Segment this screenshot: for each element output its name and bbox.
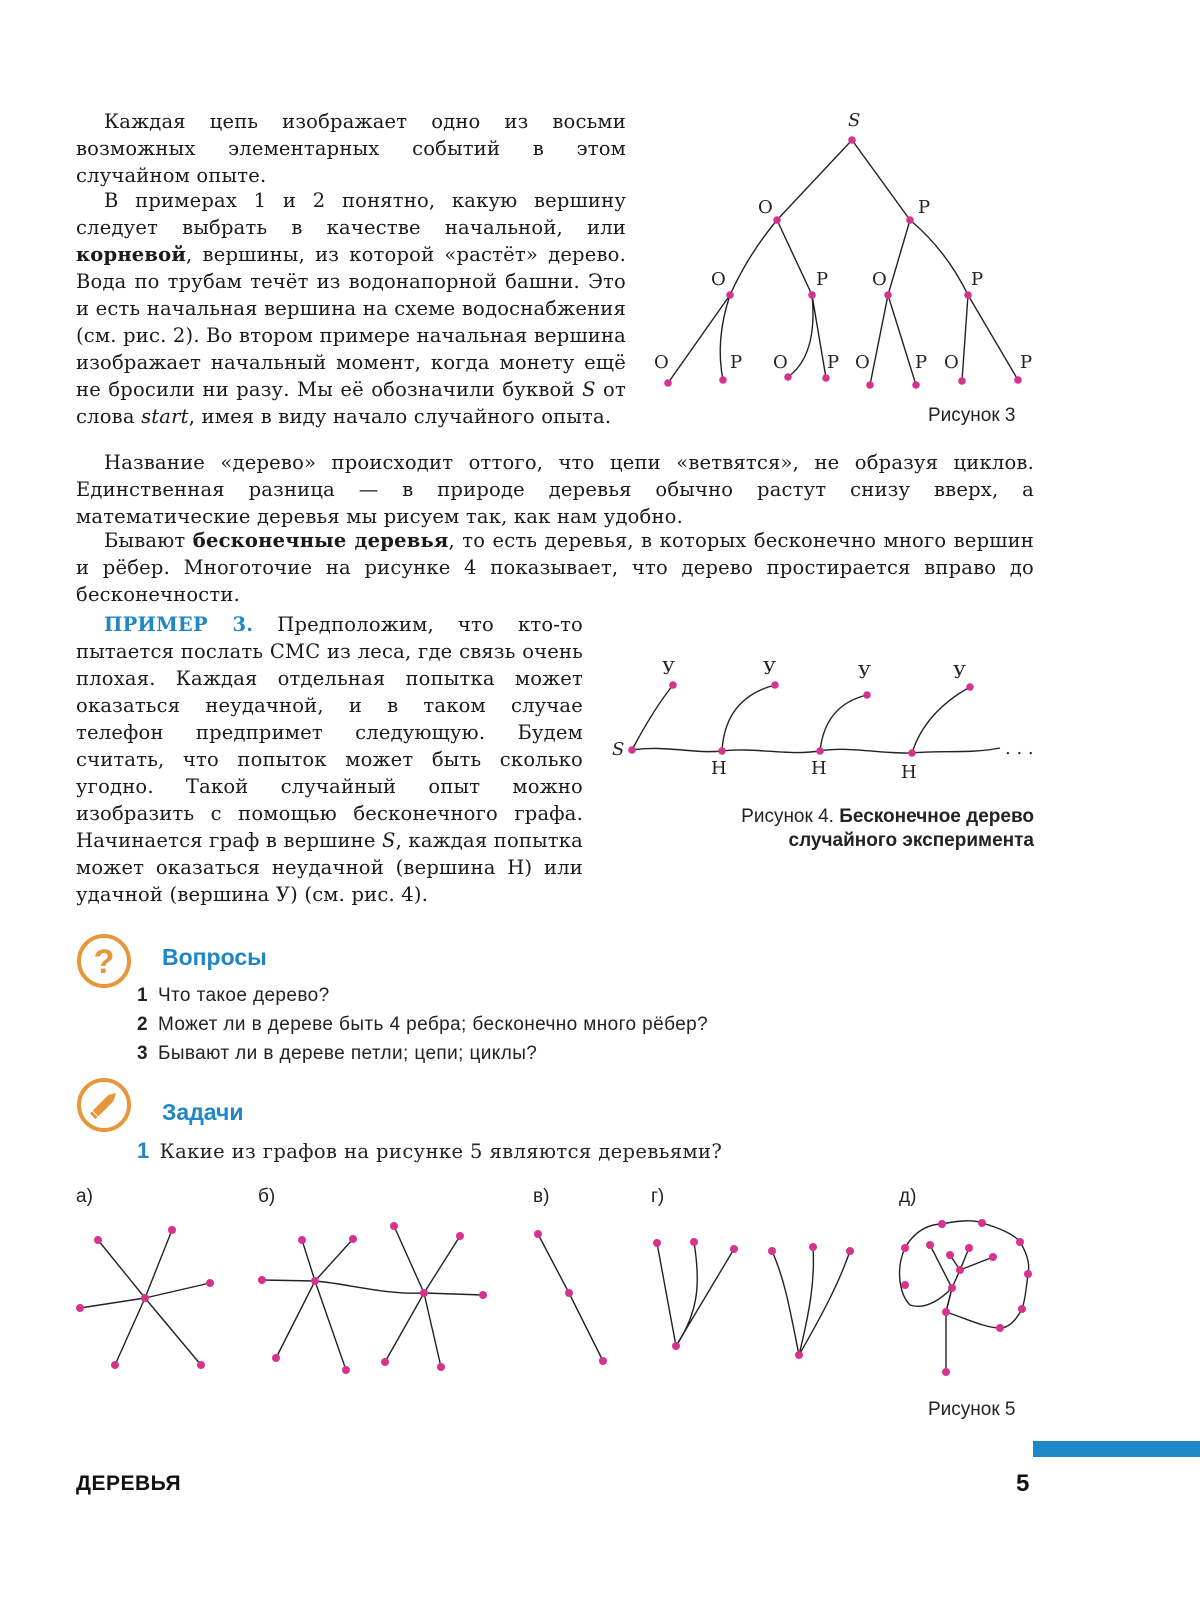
- fig4-label-fail-2: Н: [901, 762, 917, 783]
- figure-3-tree: [640, 100, 1060, 400]
- graph-g: [653, 1238, 854, 1359]
- figure-4-caption: [640, 805, 1034, 853]
- example-3: [76, 611, 583, 908]
- page-accent-bar: [1033, 1441, 1200, 1457]
- figure-4-caption-title-1: Бесконечное дерево: [839, 806, 1034, 827]
- fig3-label-l1-1: Р: [918, 197, 931, 218]
- paragraph-2-text-e: от слова: [76, 378, 626, 428]
- symbol-s: S: [582, 378, 596, 401]
- paragraph-2-text-a: В примерах 1 и 2 понятно, какую вершину следует выбрать в качестве начальной, или: [76, 189, 626, 239]
- paragraph-3-text: Название «дерево» происходит оттого, что цепи «ветвятся», не образуя циклов. Единственная разница — в природе деревья обычно растут снизу вверх, а математические деревья мы рисуем так, как нам удобно.: [76, 451, 1034, 528]
- fig4-label-success-2: У: [858, 662, 872, 683]
- paragraph-1: [76, 108, 626, 189]
- example-3-text-d: , каждая попытка может оказаться неудачной (вершина Н) или удачной (вершина У) (см. рис. 4).: [76, 829, 584, 906]
- question-item: [137, 985, 330, 1007]
- word-start: start: [141, 405, 189, 428]
- fig3-label-l3-4: О: [855, 352, 870, 373]
- figure-3-caption: Рисунок 3: [928, 405, 1016, 426]
- question-text: Что такое дерево?: [157, 985, 330, 1006]
- svg-text:?: ?: [93, 943, 115, 981]
- fig5-label-a: а): [76, 1186, 93, 1207]
- question-number: 3: [137, 1043, 148, 1064]
- fig3-label-l3-5: Р: [915, 352, 928, 373]
- figure-4-caption-number: Рисунок 4.: [741, 806, 840, 827]
- paragraph-3: [76, 449, 1034, 530]
- paragraph-1-text: Каждая цепь изображает одно из восьми возможных элементарных событий в этом случайном опыте.: [76, 110, 626, 187]
- figure-4-caption-title-2: случайного эксперимента: [788, 830, 1034, 851]
- page-number: 5: [1016, 1470, 1030, 1497]
- figure-4-infinite-tree: [605, 650, 1045, 790]
- graph-b: [258, 1222, 487, 1374]
- graph-a: [76, 1226, 214, 1369]
- paragraph-4-text-a: Бывают: [104, 529, 193, 552]
- example-3-text-b: Предположим, что кто-то пытается послать СМС из леса, где связь очень плохая. Каждая отдельная попытка может оказаться неудачной, и в таком случае телефон предпримет следующую. Будем считать, что попыток может быть сколько угодно. Такой случайный опыт можно изобразить с помощью бесконечного графа. Начинается граф в вершине: [76, 613, 584, 852]
- term-root-vertex: корневой: [76, 243, 187, 266]
- fig4-label-success-3: У: [953, 662, 967, 683]
- questions-heading: Вопросы: [162, 944, 267, 970]
- fig3-label-l1-0: О: [758, 197, 773, 218]
- term-infinite-trees: бесконечные деревья: [192, 529, 449, 552]
- fig4-label-start: S: [612, 739, 625, 760]
- fig3-label-l3-3: Р: [827, 352, 840, 373]
- fig5-label-g: г): [651, 1186, 665, 1207]
- question-icon: [76, 933, 132, 989]
- fig3-label-l3-0: О: [654, 352, 669, 373]
- question-item: [137, 1043, 537, 1065]
- figure-5-graphs: [0, 1200, 1200, 1400]
- fig4-label-success-0: У: [662, 658, 676, 679]
- fig3-label-l3-7: Р: [1020, 352, 1033, 373]
- graph-d: [900, 1219, 1032, 1376]
- task-text: Какие из графов на рисунке 5 являются деревьями?: [159, 1140, 723, 1163]
- fig5-label-d: д): [899, 1186, 917, 1207]
- fig3-label-l2-3: Р: [971, 269, 984, 290]
- paragraph-4-text-c: , то есть деревья, в которых бесконечно много вершин и рёбер. Многоточие на рисунке 4 показывает, что дерево простирается вправо до бесконечности.: [76, 529, 1034, 606]
- question-item: [137, 1014, 708, 1036]
- fig3-label-l3-1: Р: [730, 352, 743, 373]
- fig3-label-l2-1: Р: [816, 269, 829, 290]
- fig5-label-b: б): [258, 1186, 276, 1207]
- task-number: 1: [137, 1138, 150, 1163]
- fig3-label-l3-6: О: [944, 352, 959, 373]
- paragraph-4: [76, 527, 1034, 608]
- example-3-label: ПРИМЕР 3.: [104, 613, 254, 636]
- paragraph-2-text-c: , вершины, из которой «растёт» дерево. Вода по трубам течёт из водонапорной башни. Это и есть начальная вершина на схеме водоснабжения (см. рис. 2). Во втором примере начальная вершина изображает начальный момент, когда монету ещё не бросили ни разу. Мы её обозначили буквой: [76, 243, 626, 401]
- paragraph-2-text-g: , имея в виду начало случайного опыта.: [188, 405, 612, 428]
- paragraph-2: [76, 187, 626, 430]
- fig3-label-l2-0: О: [711, 269, 726, 290]
- fig4-ellipsis: . . .: [1005, 738, 1034, 759]
- symbol-s: S: [382, 829, 396, 852]
- question-number: 2: [137, 1014, 148, 1035]
- question-number: 1: [137, 985, 148, 1006]
- fig4-label-fail-0: Н: [711, 758, 727, 779]
- fig3-label-l2-2: О: [872, 269, 887, 290]
- pencil-icon: [76, 1077, 132, 1133]
- tasks-heading: Задачи: [162, 1099, 244, 1125]
- fig4-label-fail-1: Н: [811, 758, 827, 779]
- question-text: Бывают ли в дереве петли; цепи; циклы?: [157, 1043, 538, 1064]
- fig4-label-success-1: У: [763, 658, 777, 679]
- fig3-label-root: S: [848, 110, 861, 131]
- fig5-label-v: в): [533, 1186, 550, 1207]
- figure-5-caption: Рисунок 5: [928, 1399, 1016, 1420]
- question-text: Может ли в дереве быть 4 ребра; бесконечно много рёбер?: [157, 1014, 709, 1035]
- graph-v: [534, 1230, 607, 1365]
- task-item: [137, 1138, 722, 1164]
- fig3-label-l3-2: О: [773, 352, 788, 373]
- running-footer-title: ДЕРЕВЬЯ: [76, 1472, 182, 1495]
